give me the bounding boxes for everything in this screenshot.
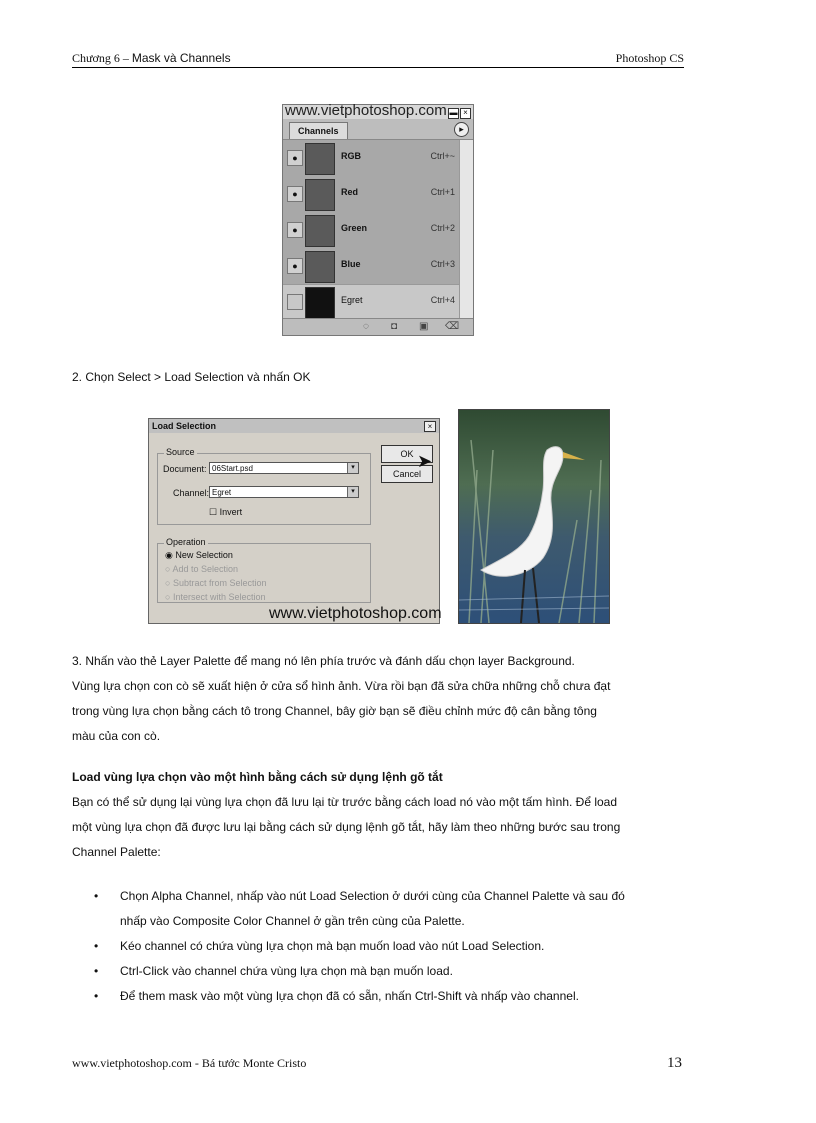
- watermark: www.vietphotoshop.com: [285, 102, 447, 119]
- text-line: 3. Nhấn vào thẻ Layer Palette để mang nó lên phía trước và đánh dấu chọn layer Background.: [72, 654, 575, 668]
- radio-intersect-selection: ○ Intersect with Selection: [165, 592, 266, 602]
- window-buttons: [447, 107, 471, 119]
- step-2-text: 2. Chọn Select > Load Selection và nhấn OK: [72, 370, 311, 384]
- arrow-cursor-icon: ➤: [417, 451, 433, 471]
- channel-name: Egret: [341, 295, 363, 305]
- list-item: • Để them mask vào một vùng lựa chọn đã có sẵn, nhấn Ctrl-Shift và nhấp vào channel.: [72, 984, 712, 1009]
- list-item: • Chọn Alpha Channel, nhấp vào nút Load Selection ở dưới cùng của Channel Palette và sau đó: [72, 884, 712, 909]
- channel-row-rgb: [283, 140, 459, 177]
- section-heading: Load vùng lựa chọn vào một hình bằng cách sử dụng lệnh gõ tắt: [72, 770, 443, 784]
- chapter-title: Chương 6 – Mask và Channels: [72, 51, 231, 65]
- radio-add-selection: ○ Add to Selection: [165, 564, 238, 574]
- channel-name: Green: [341, 223, 368, 233]
- eye-icon: ●: [287, 222, 303, 238]
- list-item-continuation: nhấp vào Composite Color Channel ở gần trên cùng của Palette.: [120, 914, 465, 928]
- palette-bottom-bar: [283, 318, 473, 335]
- eye-icon: ●: [287, 258, 303, 274]
- bullet-icon: •: [94, 939, 99, 953]
- page-number: 13: [667, 1055, 682, 1071]
- eye-icon: ●: [287, 150, 303, 166]
- palette-titlebar: [283, 102, 473, 119]
- trash-icon: ⌫: [445, 321, 460, 332]
- load-selection-dialog-figure: [148, 418, 440, 624]
- dialog-title: Load Selection: [149, 419, 439, 433]
- channel-name: Blue: [341, 259, 361, 269]
- channel-select: Egret ▾: [209, 486, 359, 498]
- text-line: màu của con cò.: [72, 729, 161, 743]
- text-line: Bạn có thể sử dụng lại vùng lựa chọn đã lưu lại từ trước bằng cách load nó vào một tấm hình. Để load: [72, 795, 618, 809]
- bullet-icon: •: [94, 989, 99, 1003]
- footer-credit: www.vietphotoshop.com - Bá tước Monte Cristo: [72, 1056, 307, 1070]
- bullet-icon: •: [94, 889, 99, 903]
- list-item: • Ctrl-Click vào channel chứa vùng lựa chọn mà bạn muốn load.: [72, 959, 712, 984]
- channels-palette-figure: [282, 104, 474, 336]
- channel-row-blue: [283, 248, 459, 285]
- eye-icon: ●: [287, 186, 303, 202]
- close-icon: ×: [424, 421, 436, 432]
- text-line: Channel Palette:: [72, 845, 161, 859]
- palette-scrollbar: [459, 140, 473, 320]
- list-item: • Kéo channel có chứa vùng lựa chọn mà bạn muốn load vào nút Load Selection.: [72, 934, 712, 959]
- channel-thumbnail: [305, 143, 335, 175]
- egret-photo: [458, 409, 610, 624]
- new-channel-icon: ▣: [419, 321, 429, 332]
- channel-shortcut: Ctrl+2: [430, 223, 455, 233]
- channel-thumbnail: [305, 287, 335, 319]
- channel-thumbnail: [305, 251, 335, 283]
- step-3-paragraph: [72, 649, 712, 749]
- palette-tab-row: [283, 119, 473, 140]
- document-label: Document:: [163, 464, 207, 474]
- channel-shortcut: Ctrl+4: [430, 295, 455, 305]
- egret-illustration: [459, 410, 609, 623]
- channel-name: Red: [341, 187, 359, 197]
- minimize-icon: ▬: [449, 108, 458, 117]
- operation-label: Operation: [166, 537, 206, 547]
- channel-row-egret: [283, 284, 459, 321]
- palette-menu-icon: ▸: [454, 122, 469, 137]
- tab-channels: Channels: [289, 122, 348, 139]
- chevron-down-icon: ▾: [347, 463, 358, 473]
- channel-name: RGB: [341, 151, 361, 161]
- invert-checkbox: ☐ Invert: [209, 507, 243, 517]
- channel-thumbnail: [305, 179, 335, 211]
- close-icon: ×: [460, 108, 471, 119]
- page-header: [72, 51, 684, 68]
- load-selection-icon: ◌: [363, 321, 369, 332]
- bullet-icon: •: [94, 964, 99, 978]
- intro-paragraph: [72, 790, 712, 865]
- channel-row-green: [283, 212, 459, 249]
- channel-shortcut: Ctrl+1: [430, 187, 455, 197]
- chevron-down-icon: ▾: [347, 487, 358, 497]
- channel-shortcut: Ctrl+3: [430, 259, 455, 269]
- eye-slot: [287, 294, 303, 310]
- channel-label: Channel:: [173, 488, 210, 498]
- channel-thumbnail: [305, 215, 335, 247]
- channel-shortcut: Ctrl+~: [430, 151, 455, 161]
- channel-row-red: [283, 176, 459, 213]
- radio-subtract-selection: ○ Subtract from Selection: [165, 578, 267, 588]
- save-selection-icon: ◘: [391, 321, 398, 332]
- source-label: Source: [166, 447, 195, 457]
- bullet-list: [72, 884, 712, 1009]
- book-title: Photoshop CS: [615, 51, 684, 65]
- text-line: Vùng lựa chọn con cò sẽ xuất hiện ở cửa sổ hình ảnh. Vừa rồi bạn đã sửa chữa những chỗ chưa đạt: [72, 679, 611, 693]
- document-select: 06Start.psd ▾: [209, 462, 359, 474]
- ok-button: OK: [381, 445, 433, 463]
- radio-new-selection: ◉ New Selection: [165, 550, 233, 560]
- cancel-button: Cancel: [381, 465, 433, 483]
- text-line: một vùng lựa chọn đã được lưu lại bằng cách sử dụng lệnh gõ tắt, hãy làm theo những bước sau trong: [72, 820, 621, 834]
- text-line: trong vùng lựa chọn bằng cách tô trong Channel, bây giờ bạn sẽ điều chỉnh mức độ cân bằng tông: [72, 704, 597, 718]
- watermark: www.vietphotoshop.com: [269, 605, 442, 622]
